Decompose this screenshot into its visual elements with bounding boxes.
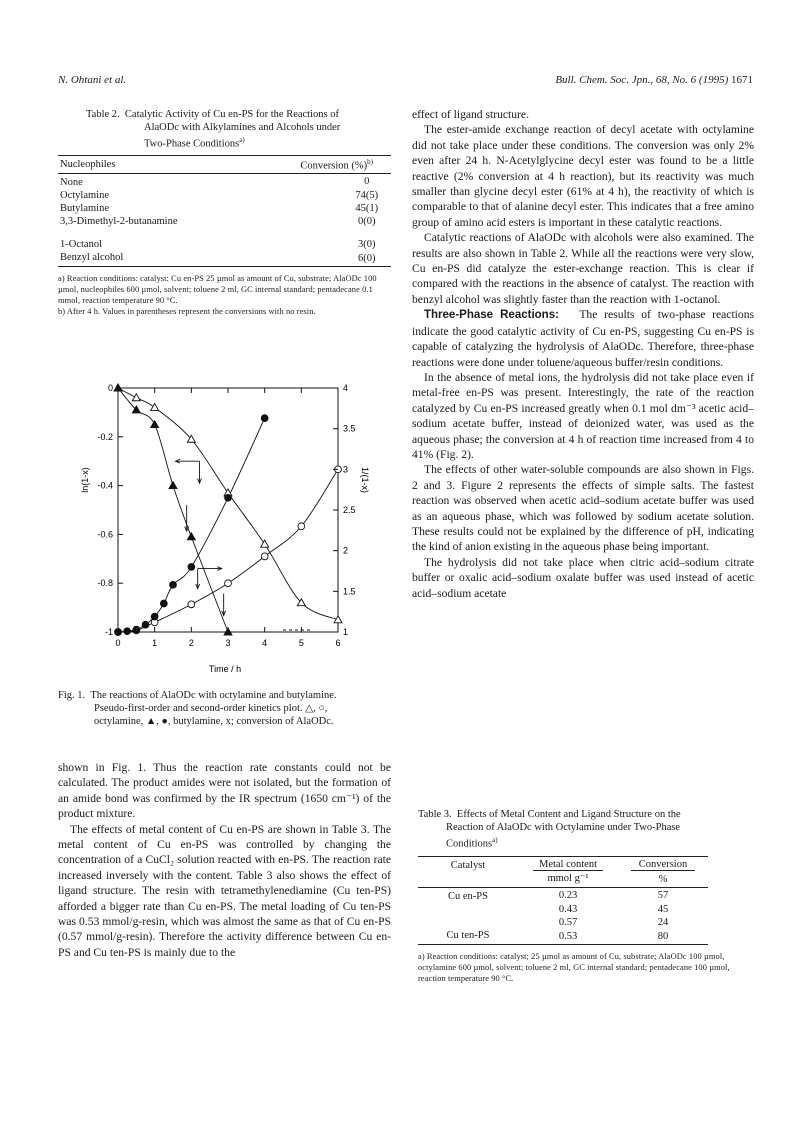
left-paragraph-1: shown in Fig. 1. Thus the reaction rate constants could not be calculated. The product amides were not isolated, but the formation of an amide bond was confirmed by the IR spectrum (1650 cm⁻¹) of the product mixture. — [58, 761, 391, 821]
table-row: Octylamine 74(5) — [60, 189, 379, 201]
table3-block — [418, 808, 730, 984]
table2-block — [58, 108, 391, 317]
table-row: 3,3-Dimethyl-2-butanamine 0(0) — [60, 215, 376, 227]
butylamine-inverse-point — [160, 600, 167, 607]
y-right-tick-label: 2 — [343, 545, 349, 556]
y-right-tick-label: 1 — [343, 627, 349, 637]
y-axis-label-left: ln(1-x) — [80, 467, 90, 493]
x-tick-label: 6 — [335, 638, 341, 648]
table3-col-conversion: Conversion — [618, 856, 708, 872]
butylamine-ln-point — [169, 482, 177, 489]
octylamine-ln-point — [334, 616, 342, 623]
left-paragraph-2: The effects of metal content of Cu en-PS are shown in Table 3. The metal content of Cu en-PS was controlled by changing the concentration of a CuCl₂ solution reacted with en-PS. The reaction rate increased inversely with the content. Table 3 also shows the effect of ligand structure. The resin with tetramethylenediamine (Cu ten-PS) afforded a bigger rate than Cu en-PS. The metal loading of Cu ten-PS was 0.53 mmol/g-resin, which was almost the same as that of Cu en-PS (0.57 mmol/g-resin). Therefore the activity difference between Cu en-PS and Cu ten-PS is mainly due to the — [58, 822, 391, 959]
octylamine-inverse-point — [261, 553, 268, 560]
butylamine-ln-point — [151, 421, 159, 428]
table3-label: Table 3. — [418, 809, 452, 820]
octylamine-inverse-point — [298, 523, 305, 530]
octylamine-ln-point — [151, 404, 159, 411]
table-row: 0.43 45 — [558, 903, 669, 915]
butylamine-inverse-point — [151, 613, 158, 620]
x-tick-label: 2 — [188, 638, 194, 648]
right-paragraph-4: In the absence of metal ions, the hydrolysis did not take place even if metal-free en-PS was present. Interestingly, the rate of the reaction catalyzed by Cu en-PS increased greatly when 0.1 mol dm⁻³ acetic acid–sodium acetate buffer, instead of deionized water, was used as the aqueous phase; the conversion at 4 h of reaction time increased from 4 to 41% (Fig. 2). — [412, 370, 754, 461]
x-tick-label: 4 — [262, 638, 268, 648]
octylamine-ln-point — [132, 394, 140, 401]
table3-header-row — [418, 856, 708, 872]
figure1-label: Fig. 1. — [58, 690, 86, 701]
x-tick-label: 3 — [225, 638, 231, 648]
y-right-tick-label: 1.5 — [343, 586, 356, 597]
butylamine-inverse-point — [124, 628, 131, 635]
table2-note-a: a) Reaction conditions: catalyst: Cu en-PS 25 µmol as amount of Cu, substrate; AlaODc 100 µmol, nucleophiles 600 µmol, solvent; toluene 2 ml, GC internal standard; pentadecane 0.1 mmol, reaction temperature 90 °C. — [58, 273, 377, 305]
y-left-tick-label: -0.6 — [97, 529, 113, 540]
table3-col-metal: Metal content — [518, 856, 618, 872]
table-row: 1-Octanol 3(0) — [60, 238, 376, 250]
table3-title: Effects of Metal Content and Ligand Structure on the Reaction of AlaODc with Octylamine under Two-Phase Conditions — [446, 809, 681, 850]
butylamine-inverse-point — [225, 494, 232, 501]
left-body-text — [58, 760, 391, 960]
x-tick-label: 0 — [115, 638, 121, 648]
table-row: Butylamine 45(1) — [60, 202, 379, 214]
y-left-tick-label: 0 — [107, 383, 113, 393]
butylamine-inverse-curve — [118, 418, 265, 632]
octylamine-ln-point — [261, 540, 269, 547]
plot-frame — [118, 388, 338, 632]
y-right-tick-label: 3.5 — [343, 423, 356, 434]
table-row: Cu en-PS 0.23 57 — [448, 889, 669, 902]
butylamine-inverse-point — [142, 621, 149, 628]
table3 — [418, 856, 708, 945]
right-paragraph-3: Three-Phase Reactions: The results of two-phase reactions indicate the good catalytic activity of Cu en-PS, suggesting Cu en-PS is capable of catalyzing the hydrolysis of AlaODc. Therefore, three-phase reactions were done under toluene/aqueous buffer/resin conditions. — [412, 308, 755, 369]
x-tick-label: 1 — [152, 638, 158, 648]
table3-caption — [418, 808, 708, 851]
butylamine-ln-point — [187, 533, 195, 540]
running-header-journal — [555, 74, 753, 86]
table3-note-a: a) Reaction conditions: catalyst; 25 µmol as amount of Cu, substrate; AlaODc 100 µmol, octylamine 600 µmol, solvent; toluene 2 ml, GC internal standard; pentadecane 100 µmol, reaction temperature 90 °C. — [418, 951, 730, 983]
table3-unit-metal: mmol g⁻¹ — [547, 872, 589, 884]
table-row: None 0 — [60, 175, 370, 188]
right-paragraph-2: Catalytic reactions of AlaODc with alcohols were also examined. The results are also shown in Table 2. While all the reactions were very slow, Cu en-PS did catalyze the ester-exchange reaction. This is clear if compared with the reactions in the absence of catalyst. The reaction with benzyl alcohol was slightly faster than the reaction with 1-octanol. — [412, 231, 754, 306]
butylamine-inverse-point — [261, 415, 268, 422]
figure1-text: The reactions of AlaODc with octylamine and butylamine. Pseudo-first-order and second-order kinetics plot. △, ○, octylamine, ▲, ●, butylamine, x; conversion of AlaODc. — [90, 690, 337, 728]
x-axis-label: Time / h — [208, 664, 242, 674]
butylamine-ln-curve — [118, 388, 228, 632]
y-right-tick-label: 3 — [343, 464, 349, 475]
table2-caption-footnote-mark: a) — [239, 136, 245, 144]
table3-caption-footnote-mark: a) — [492, 836, 498, 844]
right-paragraph-6: The hydrolysis did not take place when citric acid–sodium citrate buffer or oxalic acid–sodium oxalate buffer was used instead of acetic acid–sodium acetate — [412, 555, 754, 600]
y-left-tick-label: -0.4 — [97, 480, 113, 491]
figure1-chart — [70, 372, 370, 682]
table3-col-catalyst: Catalyst — [450, 859, 486, 871]
y-right-tick-label: 4 — [343, 383, 349, 393]
table-row: Benzyl alcohol 6(0) — [58, 251, 391, 267]
table3-units-row — [418, 872, 708, 888]
table2-note-b: b) After 4 h. Values in parentheses represent the conversions with no resin. — [58, 307, 316, 317]
butylamine-inverse-point — [133, 626, 140, 633]
table2-label: Table 2. — [86, 109, 120, 120]
right-paragraph-1: The ester-amide exchange reaction of decyl acetate with octylamine did not take place under these conditions. The conversion was only 2% even after 24 h. N-Acetylglycine decyl ester was found to be a little reactive (2% conversion at 4 h reaction), but its reactivity was much smaller than glycine decyl ester (61% at 4 h), the reactivity of which is comparable to that of alanine decyl ester. This indicates that a free amino group of amino acid esters is important in these catalytic reactions. — [412, 123, 754, 229]
table2-header-row — [58, 155, 391, 173]
table2-col-conversion: Conversion (%)$^{b)}$ — [300, 157, 373, 172]
table2 — [58, 155, 391, 267]
y-left-tick-label: -1 — [104, 627, 113, 637]
table2-col-nucleophiles: Nucleophiles — [60, 158, 116, 170]
octylamine-inverse-point — [225, 580, 232, 587]
right-paragraph-5: The effects of other water-soluble compounds are also shown in Figs. 2 and 3. Figure 2 represents the effects of simple salts. The fastest reaction was observed when acetic acid–sodium acetate buffer was used as an aqueous phase, which was followed by sodium acetate solution. These results could not be explained by the difference of pH, indicating the kind of anion existing in the aqueous phase being important. — [412, 463, 754, 554]
octylamine-inverse-point — [188, 601, 195, 608]
butylamine-inverse-point — [188, 564, 195, 571]
table3-unit-conversion: % — [658, 873, 668, 885]
section-heading-three-phase: Three-Phase Reactions: — [424, 309, 559, 322]
table2-title: Catalytic Activity of Cu en-PS for the Reactions of AlaODc with Alkylamines and Alcohols under Two-Phase Conditions — [124, 109, 341, 150]
right-body-text — [412, 107, 754, 601]
page-number: 1671 — [731, 74, 753, 86]
figure1 — [58, 372, 370, 729]
y-axis-label-right: 1/(1-x) — [360, 466, 370, 494]
x-tick-label: 5 — [298, 638, 304, 648]
journal-citation: Bull. Chem. Soc. Jpn., 68, No. 6 (1995) — [555, 74, 729, 86]
table-row: Cu ten-PS 0.53 80 — [418, 929, 708, 945]
right-paragraph-0: effect of ligand structure. — [412, 108, 529, 121]
figure1-caption — [58, 689, 368, 729]
table-row: 0.57 24 — [558, 916, 669, 928]
table2-caption — [58, 108, 363, 151]
y-right-tick-label: 2.5 — [343, 505, 356, 515]
butylamine-inverse-point — [170, 581, 177, 588]
y-left-tick-label: -0.2 — [97, 431, 113, 442]
running-header-authors: N. Ohtani et al. — [58, 74, 127, 86]
y-left-tick-label: -0.8 — [97, 578, 113, 589]
